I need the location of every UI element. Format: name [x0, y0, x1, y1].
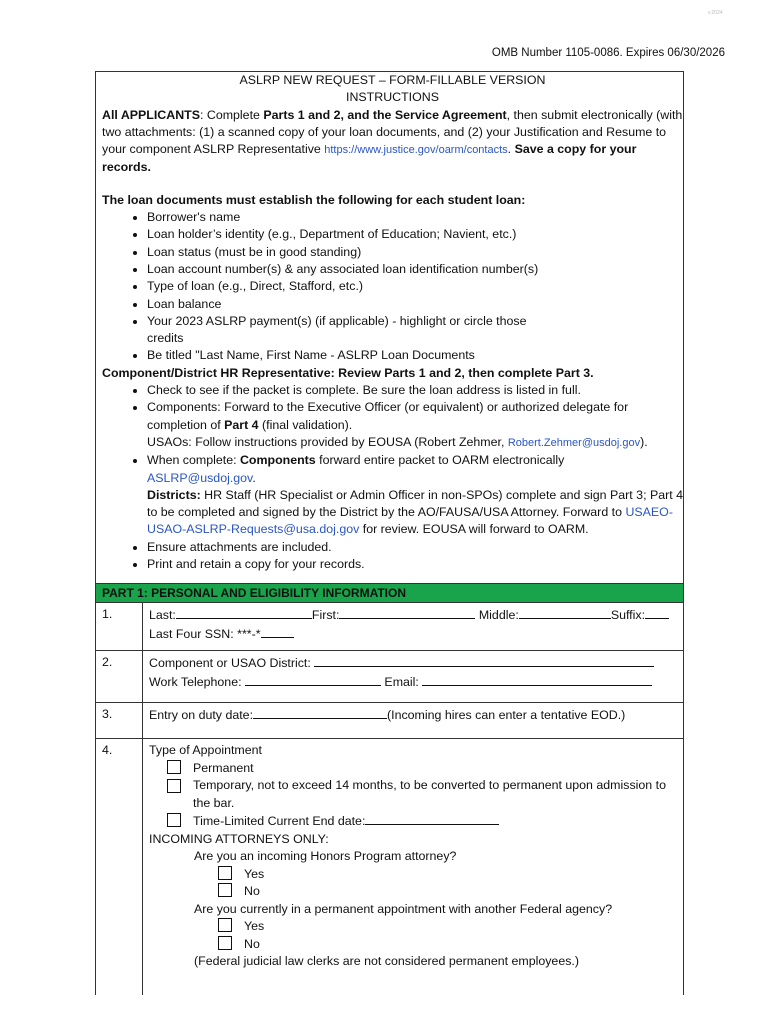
text: Components: Forward to the Executive Officer (or equivalent) or authorized delegate for completion of: [147, 400, 629, 432]
list-item: [147, 452, 683, 469]
honors-no-checkbox[interactable]: [218, 883, 232, 897]
ssn-field[interactable]: [261, 625, 294, 638]
districts-label: Districts:: [147, 487, 201, 502]
federal-question: Are you currently in a permanent appointment with another Federal agency?: [194, 901, 613, 916]
aslrp-email-line: [102, 470, 683, 487]
usao-requests-email-link[interactable]: USAEO-USAO-ASLRP-Requests@usa.doj.gov: [147, 505, 673, 537]
part1-heading: PART 1: PERSONAL AND ELIGIBILITY INFORMATION: [96, 583, 683, 602]
no-label: No: [244, 884, 260, 899]
middle-label: Middle:: [478, 608, 519, 623]
save-copy-text: Save a copy for your records.: [102, 142, 637, 175]
time-limited-checkbox[interactable]: [167, 813, 181, 827]
list-item: • Be titled "Last Name, First Name - ASLRP Loan Documents: [147, 347, 683, 364]
version-label: v.2024: [708, 10, 723, 16]
honors-yes-checkbox[interactable]: [218, 866, 232, 880]
list-item: • Type of loan (e.g., Direct, Stafford, etc.): [147, 278, 683, 295]
list-item: • Ensure attachments are included.: [147, 539, 683, 556]
suffix-label: Suffix:: [610, 608, 646, 623]
row-number: 3.: [96, 703, 143, 739]
email-label: Email:: [380, 674, 423, 689]
end-date-field[interactable]: [365, 812, 499, 825]
contact-cell: [143, 651, 684, 703]
list-item: • Borrower's name: [147, 209, 683, 226]
hr-steps-list: [102, 382, 683, 434]
honors-yes-option: [149, 866, 677, 884]
component-label: Component or USAO District:: [149, 656, 311, 671]
work-telephone-field[interactable]: [245, 673, 381, 686]
list-item: • Check to see if the packet is complete. Be sure the loan address is listed in full.: [147, 382, 683, 399]
all-applicants-paragraph: [102, 107, 683, 177]
text: ).: [640, 434, 648, 449]
text: HR Staff (HR Specialist or Admin Officer in non-SPOs) complete and sign Part 3; Part 4 to be completed and signed by the District by the AO/FAUSA/USA Attorney. Forward to: [147, 487, 684, 520]
list-item: • Print and retain a copy for your records.: [147, 556, 683, 573]
table-row: [96, 703, 683, 739]
list-item: • Loan status (must be in good standing): [147, 244, 683, 261]
text: forward entire packet to OARM electronically: [315, 453, 565, 468]
appointment-cell: [143, 739, 684, 996]
hr-steps-list-3: [102, 539, 683, 574]
loan-requirements-list: [102, 209, 683, 365]
yes-label: Yes: [244, 919, 265, 934]
list-item: [147, 399, 683, 434]
list-item: • Loan account number(s) & any associated loan identification number(s): [147, 261, 683, 278]
incoming-label: INCOMING ATTORNEYS ONLY:: [149, 831, 329, 846]
time-limited-label: Time-Limited Current End date:: [193, 814, 366, 829]
permanent-label: Permanent: [193, 760, 254, 775]
name-cell: [143, 603, 684, 651]
first-name-field[interactable]: [339, 606, 475, 619]
row-number: 4.: [96, 739, 143, 996]
zehmer-email-link[interactable]: Robert.Zehmer@usdoj.gov: [507, 436, 641, 449]
temporary-checkbox[interactable]: [167, 779, 181, 793]
districts-paragraph: [102, 487, 683, 539]
permanent-checkbox[interactable]: [167, 760, 181, 774]
hr-steps-list-2: [102, 452, 683, 469]
all-applicants-label: All APPLICANTS: [102, 107, 200, 122]
text: , then submit electronically (with two attachments: (1) a scanned copy of your loan documents, and (2) your Justification and Resume to your component ASLRP Representative: [102, 107, 683, 157]
phone-label: Work Telephone:: [149, 674, 245, 689]
text: When complete:: [147, 453, 240, 468]
federal-no-option: [149, 936, 677, 954]
instructions-section: [96, 72, 683, 583]
contacts-link[interactable]: https://www.justice.gov/oarm/contacts: [324, 144, 508, 157]
bold-text: Components: [239, 453, 316, 468]
form-title: ASLRP NEW REQUEST – FORM-FILLABLE VERSION: [239, 73, 546, 87]
ssn-label: Last Four SSN: ***-*: [149, 626, 261, 641]
temporary-option: [149, 777, 677, 812]
eod-date-field[interactable]: [253, 706, 387, 719]
suffix-field[interactable]: [645, 606, 669, 619]
eod-note: (Incoming hires can enter a tentative EOD.): [387, 708, 626, 723]
eod-label: Entry on duty date:: [149, 708, 254, 723]
instructions-title: INSTRUCTIONS: [346, 90, 439, 105]
no-label: No: [244, 936, 260, 951]
eod-cell: [143, 703, 684, 739]
text: : Complete: [199, 107, 264, 122]
text: .: [507, 142, 515, 157]
list-item: • Loan balance: [147, 296, 683, 313]
component-field[interactable]: [314, 654, 654, 667]
last-name-field[interactable]: [176, 606, 312, 619]
bold-text: Parts 1 and 2, and the Service Agreement: [263, 107, 507, 122]
aslrp-email-link[interactable]: ASLRP@usdoj.gov: [147, 470, 253, 485]
list-item: • Loan holder’s identity (e.g., Department of Education; Navient, etc.): [147, 226, 683, 243]
middle-name-field[interactable]: [519, 606, 611, 619]
table-row: [96, 739, 683, 996]
federal-no-checkbox[interactable]: [218, 936, 232, 950]
usao-instructions: [102, 434, 683, 452]
hr-heading: Component/District HR Representative: Review Parts 1 and 2, then complete Part 3.: [102, 365, 594, 380]
temporary-label: Temporary, not to exceed 14 months, to be converted to permanent upon admission to the bar.: [193, 778, 666, 810]
text: USAOs: Follow instructions provided by EOUSA (Robert Zehmer,: [147, 434, 508, 449]
time-limited-option: [149, 812, 677, 831]
text: .: [252, 470, 256, 485]
loan-docs-heading: The loan documents must establish the following for each student loan:: [102, 192, 526, 207]
list-item: • Your 2023 ASLRP payment(s) (if applicable) - highlight or circle those credits: [147, 313, 683, 348]
honors-no-option: [149, 883, 677, 901]
last-label: Last:: [149, 608, 176, 623]
text: (final validation).: [258, 417, 353, 432]
bold-text: Part 4: [224, 417, 259, 432]
honors-question: Are you an incoming Honors Program attorney?: [194, 849, 457, 864]
permanent-option: [149, 760, 677, 778]
first-label: First:: [311, 608, 340, 623]
omb-number: OMB Number 1105-0086. Expires 06/30/2026: [491, 47, 725, 59]
email-field[interactable]: [422, 673, 652, 686]
row-number: 2.: [96, 651, 143, 703]
clerk-note: (Federal judicial law clerks are not considered permanent employees.): [194, 954, 579, 969]
federal-yes-option: [149, 918, 677, 936]
yes-label: Yes: [244, 866, 265, 881]
part1-table: [96, 602, 683, 995]
appointment-type-label: Type of Appointment: [149, 743, 262, 758]
table-row: [96, 603, 683, 651]
row-number: 1.: [96, 603, 143, 651]
text: for review. EOUSA will forward to OARM.: [359, 522, 589, 537]
form-frame: [95, 71, 684, 995]
federal-yes-checkbox[interactable]: [218, 918, 232, 932]
table-row: [96, 651, 683, 703]
